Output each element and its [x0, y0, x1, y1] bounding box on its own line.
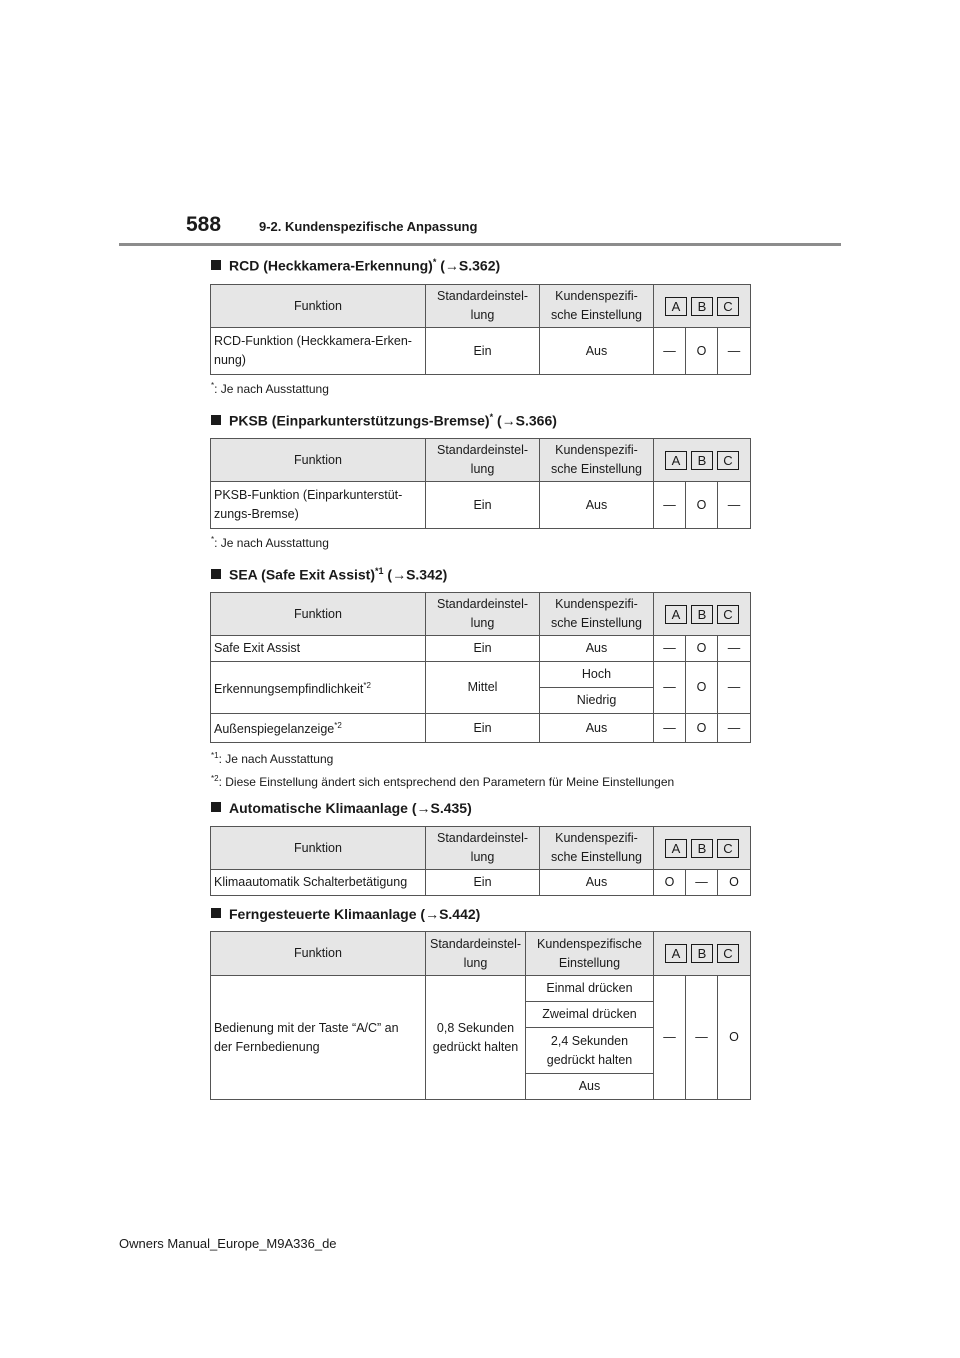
col-abc: A B C: [654, 827, 751, 870]
cell-custom: Aus: [540, 328, 654, 375]
col-custom: Kundenspezifi- sche Einstellung: [540, 593, 654, 636]
square-bullet-icon: [211, 415, 221, 425]
col-abc: A B C: [654, 932, 751, 976]
cell-b: O: [686, 714, 718, 743]
cell-standard: Ein: [426, 636, 540, 662]
cell-a: —: [654, 482, 686, 529]
square-bullet-icon: [211, 802, 221, 812]
cell-custom: 2,4 Sekunden gedrückt halten: [526, 1028, 654, 1074]
table-row: [211, 662, 751, 688]
col-funktion: Funktion: [211, 827, 426, 870]
footnote: *: Je nach Ausstattung: [211, 535, 329, 550]
cell-b: O: [686, 662, 718, 714]
col-custom: Kundenspezifi- sche Einstellung: [540, 439, 654, 482]
footnote: $^{*1}$: Je nach Ausstattung: [211, 751, 334, 766]
cell-standard: Ein: [426, 714, 540, 743]
cell-b: —: [686, 976, 718, 1100]
col-abc: A B C: [654, 593, 751, 636]
col-standard: Standardeinstel- lung: [426, 932, 526, 976]
cell-c: —: [718, 662, 751, 714]
auto-climate-section-title: Automatische Klimaanlage (→S.435): [211, 800, 472, 816]
section-header: 9-2. Kundenspezifische Anpassung: [259, 219, 478, 234]
col-abc: A B C: [654, 439, 751, 482]
table-header-row: [211, 285, 751, 328]
col-funktion: Funktion: [211, 439, 426, 482]
cell-custom: Zweimal drücken: [526, 1002, 654, 1028]
cell-custom: Aus: [540, 636, 654, 662]
table-header-row: [211, 827, 751, 870]
cell-custom: Aus: [540, 482, 654, 529]
cell-custom: Aus: [526, 1074, 654, 1100]
col-funktion: Funktion: [211, 932, 426, 976]
cell-b: O: [686, 482, 718, 529]
cell-custom: Einmal drücken: [526, 976, 654, 1002]
auto-climate-table: [210, 826, 751, 896]
pksb-section-title: PKSB (Einparkunterstützungs-Bremse)* (→S.366): [211, 412, 557, 429]
square-bullet-icon: [211, 908, 221, 918]
cell-c: —: [718, 328, 751, 375]
cell-a: O: [654, 870, 686, 896]
cell-c: O: [718, 870, 751, 896]
cell-custom: Niedrig: [540, 688, 654, 714]
table-row: [211, 328, 751, 375]
table-header-row: [211, 593, 751, 636]
page-reference-link[interactable]: (→S.435): [407, 800, 472, 816]
cell-standard: 0,8 Sekunden gedrückt halten: [426, 976, 526, 1100]
table-header-row: [211, 439, 751, 482]
cell-standard: Ein: [426, 870, 540, 896]
pksb-table: [210, 438, 751, 529]
cell-funktion: PKSB-Funktion (Einparkunterstüt- zungs-Bremse): [211, 482, 426, 529]
cell-funktion: RCD-Funktion (Heckkamera-Erken- nung): [211, 328, 426, 375]
cell-c: —: [718, 714, 751, 743]
col-custom: Kundenspezifi- sche Einstellung: [540, 285, 654, 328]
rcd-table: [210, 284, 751, 375]
cell-b: O: [686, 636, 718, 662]
page-reference-link[interactable]: (→S.366): [493, 412, 557, 429]
footnote: *: Je nach Ausstattung: [211, 381, 329, 396]
cell-a: —: [654, 976, 686, 1100]
col-standard: Standardeinstel- lung: [426, 827, 540, 870]
table-row: [211, 870, 751, 896]
cell-standard: Ein: [426, 328, 540, 375]
page-reference-link[interactable]: (→S.362): [436, 257, 501, 274]
cell-b: —: [686, 870, 718, 896]
sea-table: [210, 592, 751, 743]
page-number: 588: [186, 213, 222, 236]
cell-custom: Aus: [540, 714, 654, 743]
cell-c: —: [718, 482, 751, 529]
page-reference-link[interactable]: (→S.342): [383, 566, 448, 583]
cell-a: —: [654, 662, 686, 714]
cell-a: —: [654, 714, 686, 743]
remote-climate-table: [210, 931, 751, 1100]
col-custom: Kundenspezifi- sche Einstellung: [540, 827, 654, 870]
col-standard: Standardeinstel- lung: [426, 439, 540, 482]
col-standard: Standardeinstel- lung: [426, 593, 540, 636]
col-custom: Kundenspezifische Einstellung: [526, 932, 654, 976]
square-bullet-icon: [211, 260, 221, 270]
cell-a: —: [654, 636, 686, 662]
cell-a: —: [654, 328, 686, 375]
page-reference-link[interactable]: (→S.442): [416, 906, 481, 922]
cell-funktion: Safe Exit Assist: [211, 636, 426, 662]
header-rule: [119, 243, 841, 246]
table-row: [211, 976, 751, 1002]
cell-funktion: Erkennungsempfindlichkeit$^{*2}$: [211, 662, 426, 714]
cell-standard: Ein: [426, 482, 540, 529]
cell-c: —: [718, 636, 751, 662]
cell-funktion: Außenspiegelanzeige$^{*2}$: [211, 714, 426, 743]
col-funktion: Funktion: [211, 593, 426, 636]
cell-custom: Hoch: [540, 662, 654, 688]
sea-section-title: SEA (Safe Exit Assist)$^{*1}$ (→S.342): [211, 566, 447, 583]
cell-custom: Aus: [540, 870, 654, 896]
cell-funktion: Klimaautomatik Schalterbetätigung: [211, 870, 426, 896]
cell-c: O: [718, 976, 751, 1100]
cell-standard: Mittel: [426, 662, 540, 714]
col-abc: A B C: [654, 285, 751, 328]
remote-climate-section-title: Ferngesteuerte Klimaanlage (→S.442): [211, 906, 480, 922]
footnote: $^{*2}$: Diese Einstellung ändert sich entsprechend den Parametern für Meine Einstellungen: [211, 774, 675, 789]
table-row: [211, 714, 751, 743]
rcd-section-title: RCD (Heckkamera-Erkennung)* (→S.362): [211, 257, 500, 274]
col-standard: Standardeinstel- lung: [426, 285, 540, 328]
table-row: [211, 636, 751, 662]
footer-doc-id: Owners Manual_Europe_M9A336_de: [119, 1236, 337, 1251]
table-header-row: [211, 932, 751, 976]
cell-b: O: [686, 328, 718, 375]
col-funktion: Funktion: [211, 285, 426, 328]
table-row: [211, 482, 751, 529]
cell-funktion: Bedienung mit der Taste “A/C” an der Fernbedienung: [211, 976, 426, 1100]
square-bullet-icon: [211, 569, 221, 579]
